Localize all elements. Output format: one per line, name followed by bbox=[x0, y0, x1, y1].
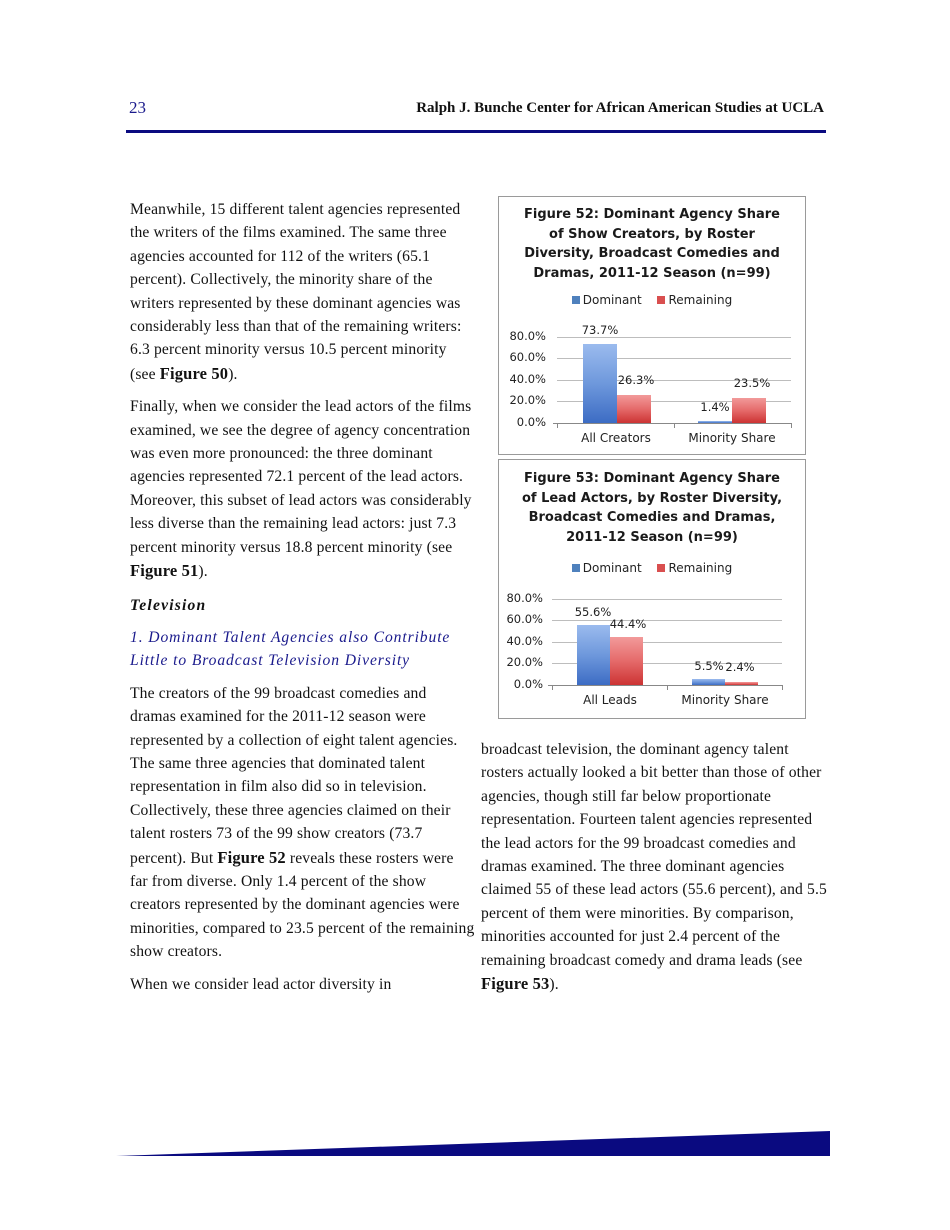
data-label: 23.5% bbox=[733, 376, 771, 390]
y-tick: 60.0% bbox=[506, 612, 543, 626]
legend-item-dominant: Dominant bbox=[572, 293, 642, 307]
legend-item-remaining: Remaining bbox=[657, 561, 732, 575]
figure-reference: Figure 53 bbox=[481, 974, 550, 994]
data-label: 26.3% bbox=[617, 373, 655, 387]
y-tick: 0.0% bbox=[516, 415, 546, 429]
paragraph: Meanwhile, 15 different talent agencies represented the writers of the films examined. The same three agencies accounted for 112 of the writers (65.1 percent). Collectively, the minority share of the writers represented by these dominant agencies was considerably less than that of the remaining writers: 6.3 percent minority versus 10.5 percent minority (see Figure 50). bbox=[130, 201, 462, 383]
data-label: 44.4% bbox=[609, 617, 647, 631]
gridline bbox=[552, 620, 782, 621]
data-label: 73.7% bbox=[581, 323, 619, 337]
header-rule bbox=[126, 130, 826, 133]
figure-reference: Figure 51 bbox=[130, 561, 199, 581]
bar-remaining-minority-share bbox=[725, 682, 758, 685]
y-tick: 20.0% bbox=[506, 655, 543, 669]
paragraph: broadcast television, the dominant agency talent rosters actually looked a bit better than those of other agencies, though still far below proportionate representation. Fourteen talent agencies represented the lead actors for the 99 broadcast comedies and dramas examined. The three dominant agencies claimed 55 of these lead actors (55.6 percent), and 5.5 percent of them were minorities. By comparison, minorities accounted for just 2.4 percent of the remaining broadcast comedy and drama leads (see Figure 53). bbox=[481, 741, 827, 994]
bar-dominant-minority-share bbox=[698, 421, 732, 423]
bar-dominant-minority-share bbox=[692, 679, 725, 685]
paragraph: When we consider lead actor diversity in bbox=[130, 975, 392, 993]
footer-wedge-decoration bbox=[116, 1131, 830, 1157]
bar-dominant-all-leads bbox=[577, 625, 610, 685]
chart-legend bbox=[499, 561, 805, 575]
legend-swatch-red bbox=[657, 564, 665, 572]
legend-item-remaining: Remaining bbox=[657, 293, 732, 307]
axis-tick bbox=[557, 423, 558, 428]
running-title: Ralph J. Bunche Center for African American Studies at UCLA bbox=[416, 100, 824, 116]
gridline bbox=[552, 599, 782, 600]
y-tick: 40.0% bbox=[506, 634, 543, 648]
axis-tick bbox=[782, 685, 783, 690]
bar-remaining-all-leads bbox=[610, 637, 643, 685]
chart-title: Figure 53: Dominant Agency Share of Lead Actors, by Roster Diversity, Broadcast Comedies and Dramas, 2011-12 Season (n=99) bbox=[521, 471, 783, 545]
paragraph: The creators of the 99 broadcast comedies and dramas examined for the 2011-12 season were represented by a collection of eight talent agencies. The same three agencies that dominated talent representation in film also did so in television. Collectively, these three agencies claimed on their talent rosters 73 of the 99 show creators (73.7 percent). But Figure 52 reveals these rosters were far from diverse. Only 1.4 percent of the show creators represented by the dominant agencies were minorities, compared to 23.5 percent of the remaining show creators. bbox=[130, 684, 475, 961]
legend-swatch-red bbox=[657, 296, 665, 304]
figure-52-chart bbox=[498, 196, 806, 455]
legend-swatch-blue bbox=[572, 296, 580, 304]
y-tick: 40.0% bbox=[509, 372, 546, 386]
x-category-label: Minority Share bbox=[688, 431, 776, 445]
legend-item-dominant: Dominant bbox=[572, 561, 642, 575]
x-axis bbox=[548, 685, 782, 686]
legend-swatch-blue bbox=[572, 564, 580, 572]
axis-tick bbox=[791, 423, 792, 428]
axis-tick bbox=[674, 423, 675, 428]
y-tick: 20.0% bbox=[509, 393, 546, 407]
x-axis bbox=[553, 423, 791, 424]
x-category-label: All Leads bbox=[583, 693, 637, 707]
x-category-label: Minority Share bbox=[681, 693, 769, 707]
y-tick: 80.0% bbox=[509, 329, 546, 343]
data-label: 1.4% bbox=[700, 400, 730, 414]
page-number: 23 bbox=[129, 98, 146, 117]
bar-remaining-all-creators bbox=[617, 395, 651, 423]
figure-53-chart bbox=[498, 459, 806, 719]
y-tick: 60.0% bbox=[509, 350, 546, 364]
data-label: 5.5% bbox=[694, 659, 724, 673]
data-label: 55.6% bbox=[574, 605, 612, 619]
y-tick: 0.0% bbox=[513, 677, 543, 691]
right-column bbox=[481, 738, 831, 1005]
gridline bbox=[557, 337, 791, 338]
chart-title: Figure 52: Dominant Agency Share of Show Creators, by Roster Diversity, Broadcast Comedies and Dramas, 2011-12 Season (n=99) bbox=[524, 207, 780, 281]
axis-tick bbox=[552, 685, 553, 690]
subsection-heading: 1. Dominant Talent Agencies also Contribute Little to Broadcast Television Diversity bbox=[130, 628, 451, 670]
x-category-label: All Creators bbox=[581, 431, 651, 445]
y-tick: 80.0% bbox=[506, 591, 543, 605]
paragraph: Finally, when we consider the lead actors of the films examined, we see the degree of agency concentration was even more pronounced: the three dominant agencies represented 72.1 percent of the lead actors. Moreover, this subset of lead actors was considerably less diverse than the remaining lead actors: just 7.3 percent minority versus 18.8 percent minority (see Figure 51). bbox=[130, 398, 472, 581]
axis-tick bbox=[667, 685, 668, 690]
figure-reference: Figure 50 bbox=[159, 363, 229, 383]
section-heading: Television bbox=[130, 596, 207, 614]
chart-legend bbox=[499, 293, 805, 307]
data-label: 2.4% bbox=[725, 660, 755, 674]
left-column bbox=[130, 198, 475, 1005]
figure-reference: Figure 52 bbox=[217, 847, 286, 867]
